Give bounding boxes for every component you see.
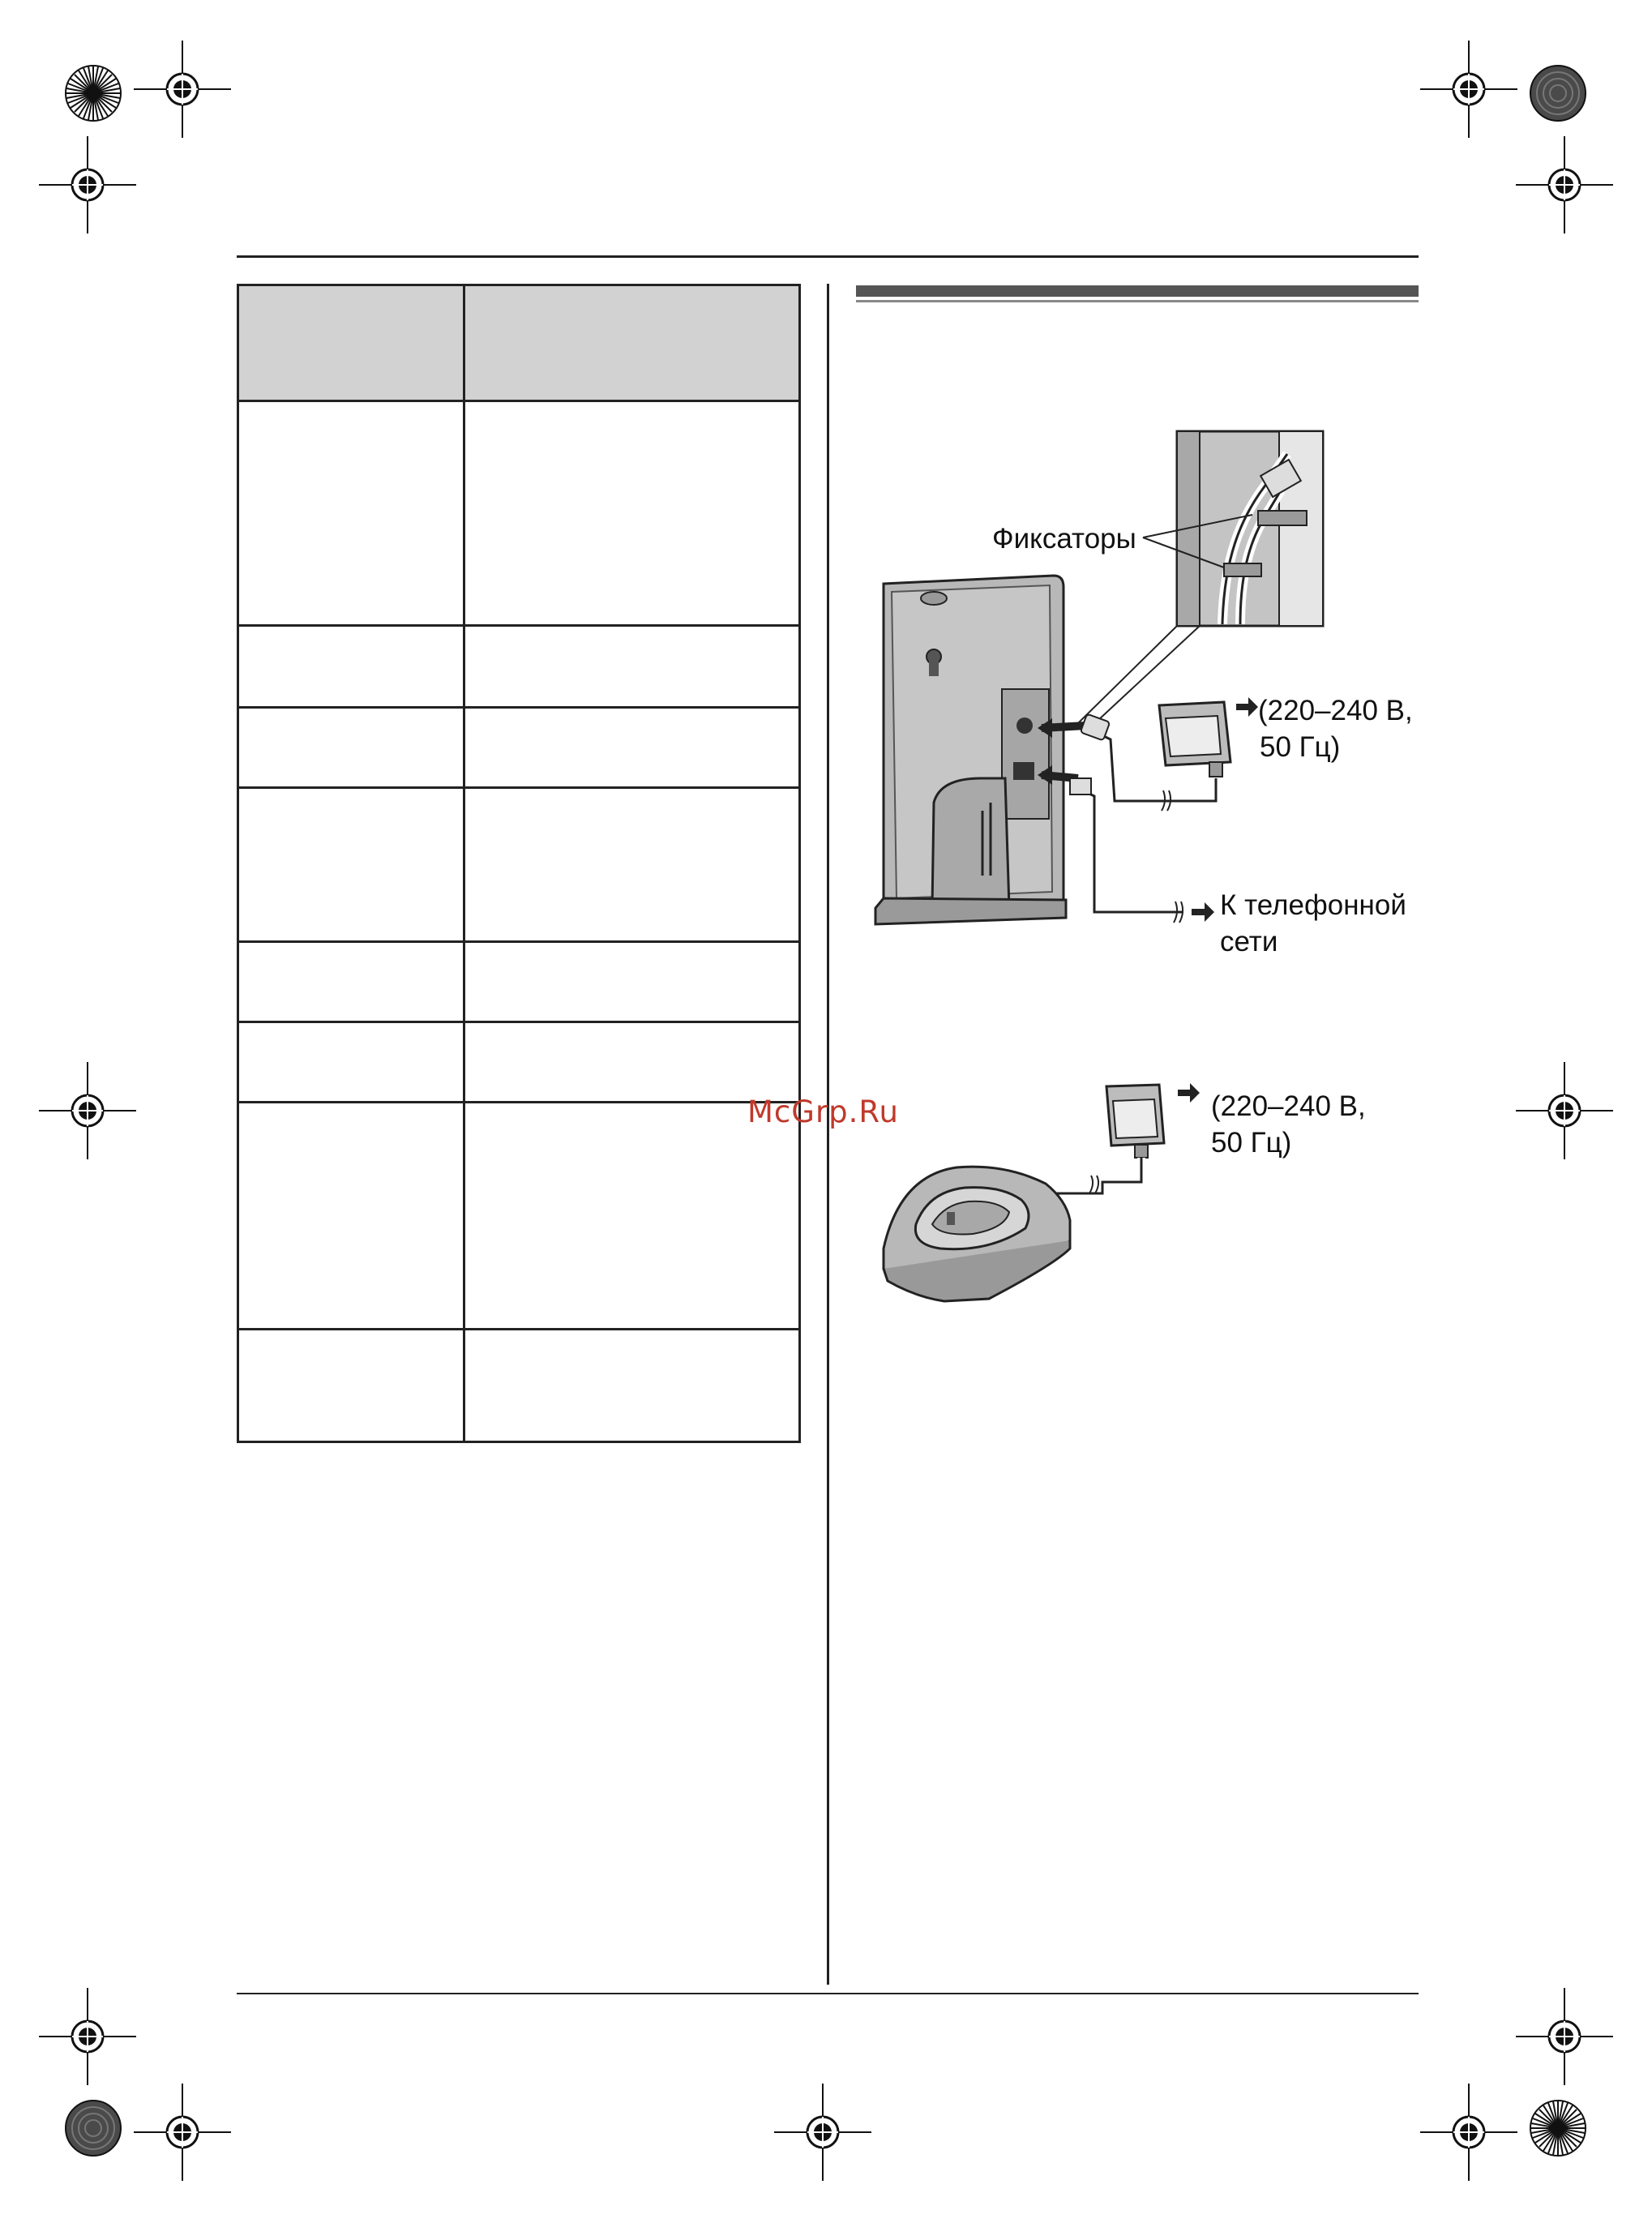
section-heading-bar-thin — [856, 300, 1419, 302]
charger-body — [884, 1167, 1070, 1301]
table-row-divider — [239, 624, 798, 627]
power-supply-label: (220–240 В, 50 Гц) — [1258, 695, 1413, 763]
clips-label: Фиксаторы — [992, 523, 1136, 555]
table-row-divider — [239, 786, 798, 789]
header-rule — [237, 255, 1419, 258]
content-table — [237, 284, 801, 1443]
ac-adapter — [1106, 1085, 1164, 1158]
table-header-row — [239, 286, 798, 402]
footer-rule — [237, 1993, 1419, 1994]
cable-clip-inset — [1078, 431, 1323, 731]
table-row-divider — [239, 706, 798, 709]
telephone-line-label: К телефонной сети — [1220, 889, 1406, 957]
base-unit-body — [875, 576, 1066, 924]
table-row-divider — [239, 1328, 798, 1330]
charger-power-supply-label: (220–240 В, 50 Гц) — [1211, 1090, 1366, 1159]
watermark: McGrp.Ru — [747, 1094, 899, 1129]
table-row-divider — [239, 1101, 798, 1103]
column-divider — [827, 284, 829, 1985]
ac-adapter — [1159, 702, 1230, 777]
table-row-divider — [239, 940, 798, 943]
section-heading-bar — [856, 285, 1419, 297]
table-row-divider — [239, 1021, 798, 1023]
table-column-separator — [463, 286, 465, 1441]
